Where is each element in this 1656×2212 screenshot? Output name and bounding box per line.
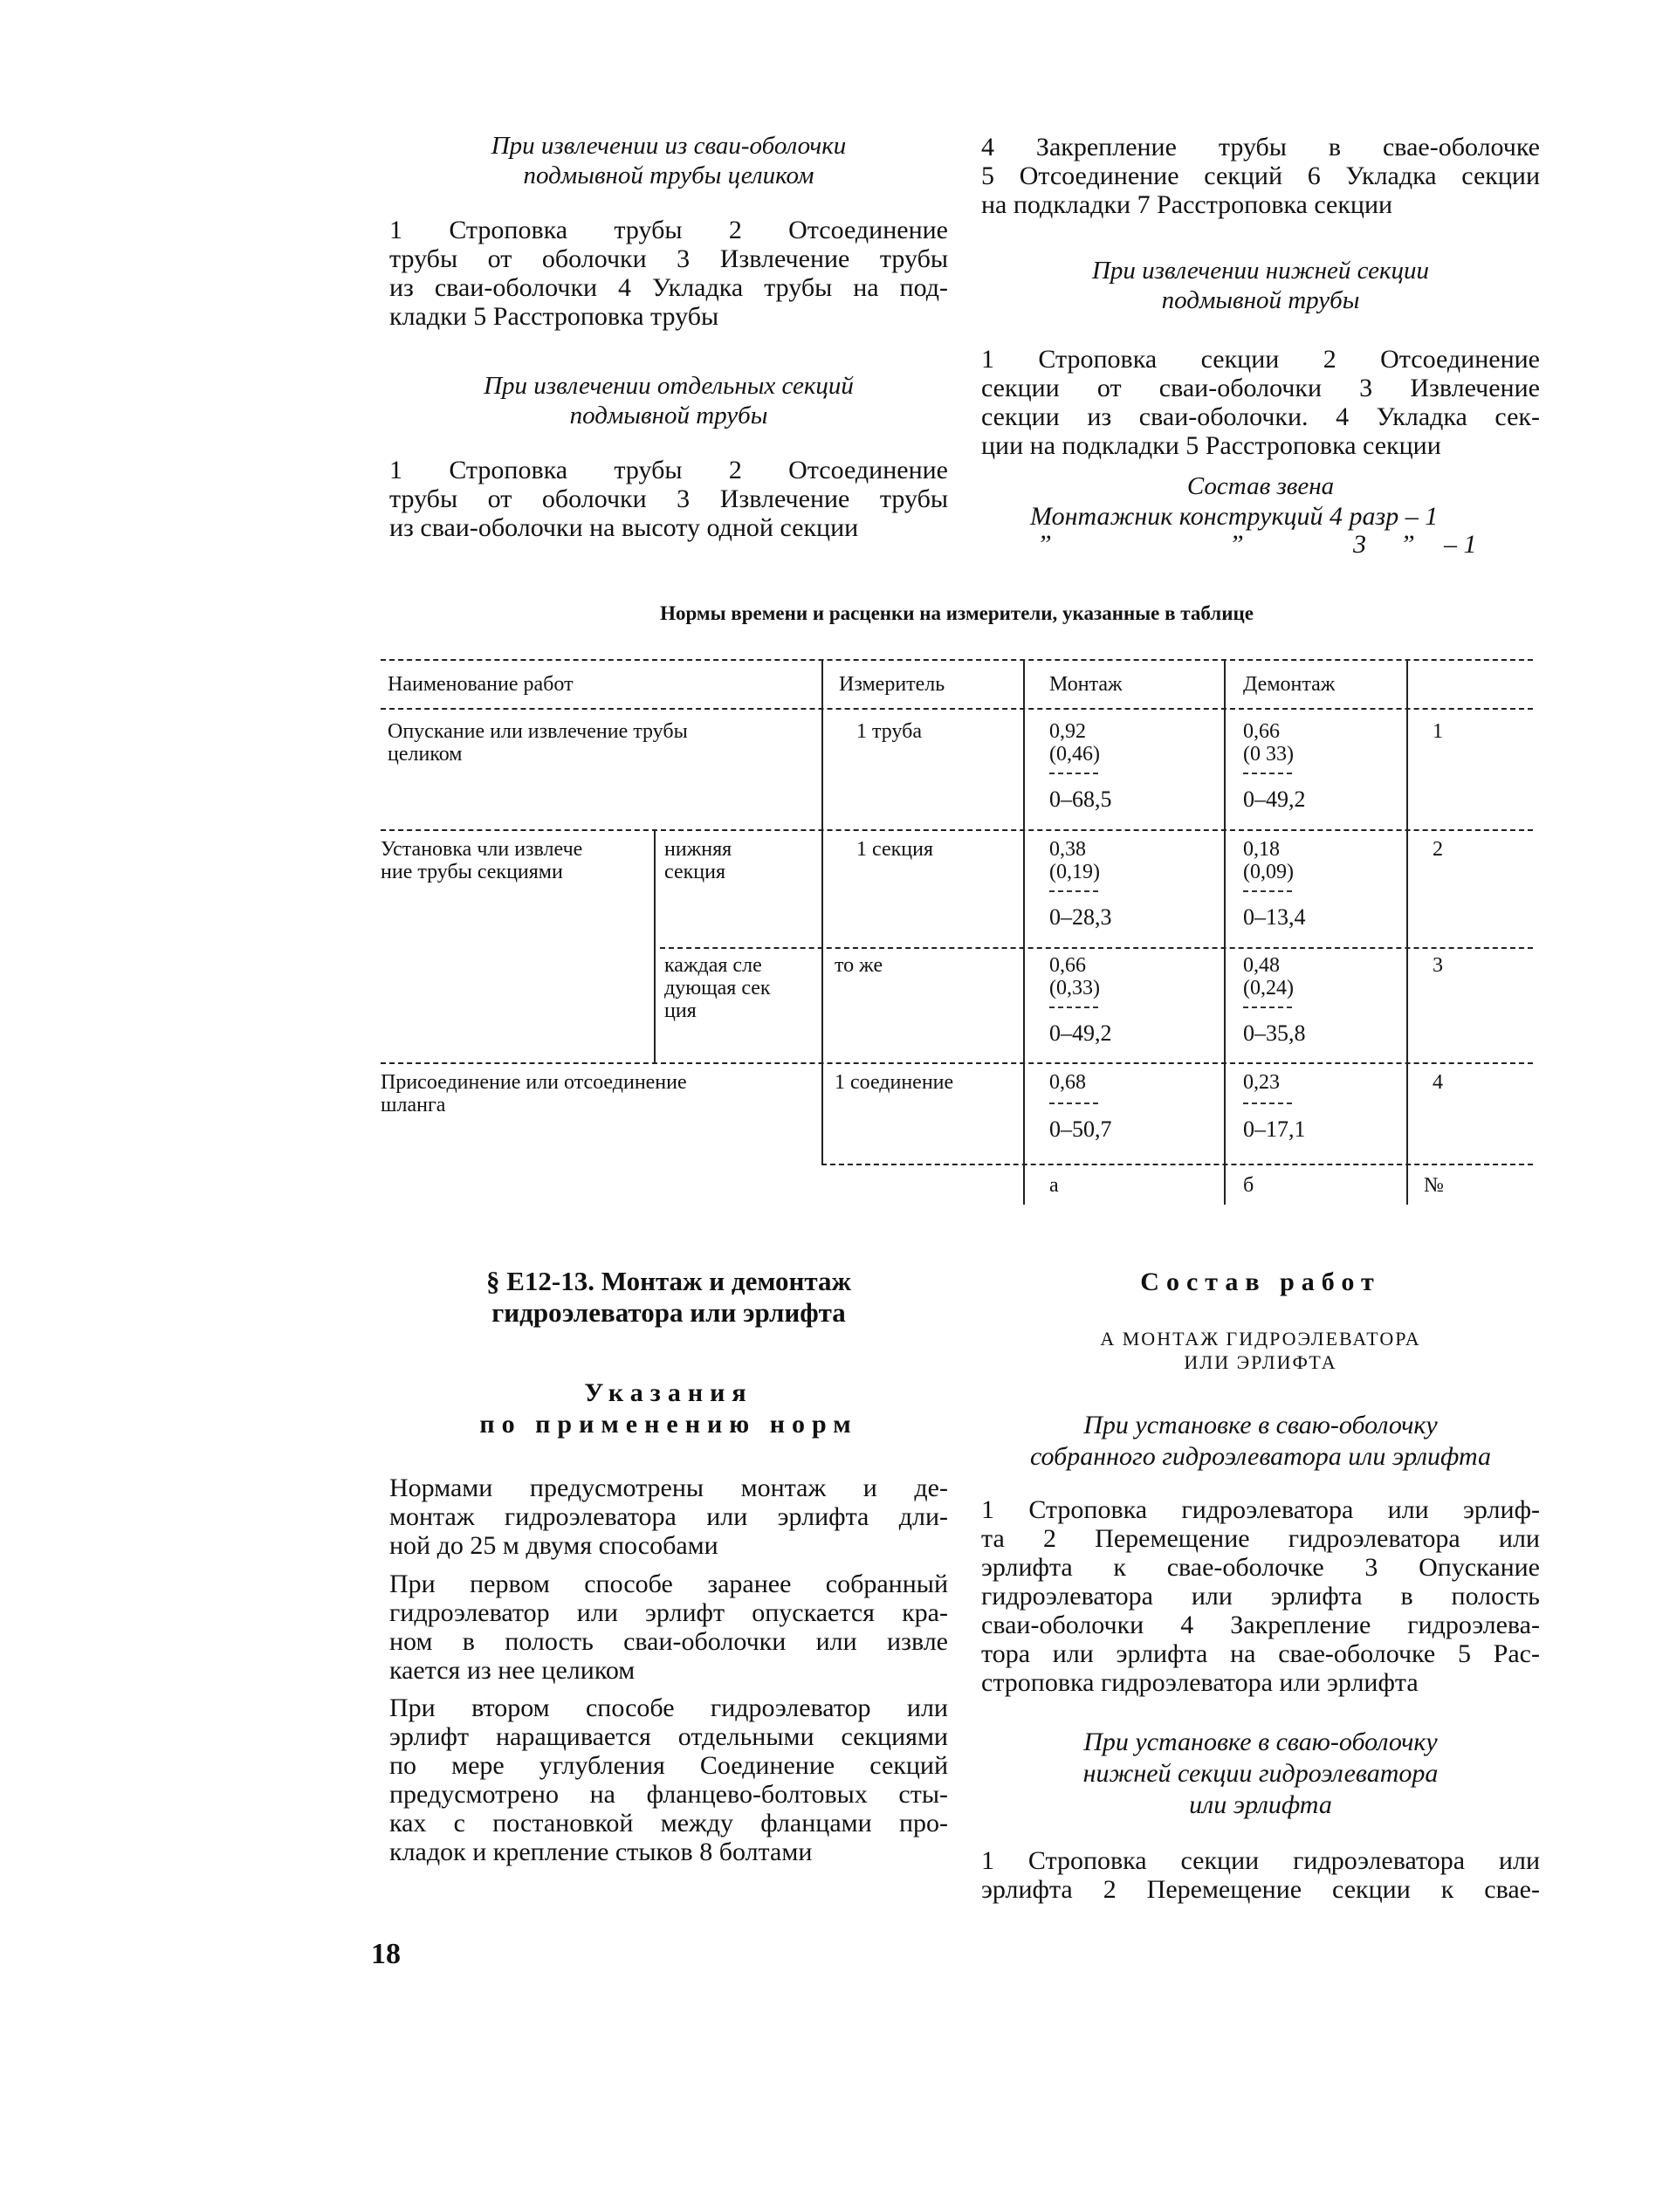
table-rule [381, 659, 1533, 661]
fraction-rule [1049, 773, 1098, 774]
left-heading-2 [389, 371, 948, 430]
heading-line: нижней секции гидроэлеватора [1082, 1759, 1439, 1788]
row1-unit: 1 труба [856, 720, 923, 743]
crew-line-2 [1030, 530, 1501, 560]
row4-name [381, 1071, 687, 1116]
crew-grade: 3 [1353, 530, 1366, 559]
text-line: строповка гидроэлеватора или эрлифта [981, 1668, 1419, 1697]
text-line: секции от сваи-оболочки 3 Извлечение [981, 374, 1540, 402]
ditto-mark: ” [1037, 530, 1052, 559]
fraction-rule [1243, 1103, 1292, 1104]
heading-line: подмывной трубы [1161, 286, 1360, 314]
cell-line: ние трубы секциями [381, 861, 563, 883]
row2-name [381, 838, 582, 883]
right-paragraph-0 [981, 133, 1540, 219]
guide-heading [389, 1377, 948, 1440]
row2-mount-rate: 0–28,3 [1049, 904, 1112, 930]
fraction-rule [1243, 773, 1292, 774]
table-divider [1406, 659, 1408, 1205]
right-heading-1 [981, 256, 1540, 315]
work-heading-1 [981, 1410, 1540, 1473]
ditto-mark: ” [1229, 530, 1244, 559]
text-line: ках с постановкой между фланцами про- [389, 1809, 948, 1838]
header-name: Наименование работ [388, 673, 574, 696]
text-line: кладки 5 Расстроповка трубы [389, 302, 719, 331]
table-rule [381, 829, 1533, 831]
footer-no: № [1424, 1174, 1444, 1197]
table-rule [381, 1062, 1533, 1064]
row2-sub [664, 838, 732, 883]
cell-line: нижняя [664, 838, 732, 861]
text-line: ном в полость сваи-оболочки или извле [389, 1627, 948, 1656]
crew-line-1: Монтажник конструкций 4 разр – 1 [1030, 502, 1439, 531]
heading-line: При установке в сваю-оболочку [1083, 1411, 1438, 1439]
text-line: 1 Строповка секции 2 Отсоединение [981, 345, 1540, 374]
row4-unit: 1 соединение [835, 1071, 954, 1094]
row4-dis-time: 0,23 [1243, 1071, 1280, 1094]
table-divider [1023, 659, 1025, 1205]
text-line: 5 Отсоединение секций 6 Укладка секции [981, 161, 1540, 190]
left-heading-1 [389, 131, 948, 190]
section-paragraph-1 [389, 1474, 948, 1560]
text-line: из сваи-оболочки 4 Укладка трубы на под- [389, 273, 948, 302]
table-rule [381, 708, 1533, 710]
row2-mount-time: 0,38 [1049, 838, 1086, 861]
table-divider [821, 659, 823, 1164]
fraction-rule [1049, 890, 1098, 892]
header-dismount: Демонтаж [1243, 673, 1336, 696]
row2-dis-paren: (0,09) [1243, 861, 1294, 883]
heading-line: При извлечении нижней секции [1091, 257, 1430, 285]
row2-dis-time: 0,18 [1243, 838, 1280, 861]
text-line: предусмотрено на фланцево-болтовых сты- [389, 1780, 948, 1809]
text-line: сваи-оболочки 4 Закрепление гидроэлева- [981, 1611, 1540, 1639]
text-line: кается из нее целиком [389, 1656, 636, 1685]
cell-line: Установка чли извлече [381, 838, 583, 861]
page-number: 18 [371, 1938, 401, 1970]
text-line: та 2 Перемещение гидроэлеватора или [981, 1524, 1540, 1553]
text-line: трубы от оболочки 3 Извлечение трубы [389, 484, 948, 513]
row2-number: 2 [1433, 838, 1443, 861]
row4-number: 4 [1433, 1071, 1443, 1094]
text-line: ции на подкладки 5 Расстроповка секции [981, 431, 1441, 460]
row1-mount-time: 0,92 [1049, 720, 1086, 743]
row1-number: 1 [1433, 720, 1443, 743]
heading-line: При установке в сваю-оболочку [1083, 1728, 1438, 1756]
ditto-mark: ” [1400, 530, 1415, 559]
text-line: При втором способе гидроэлеватор или [389, 1693, 948, 1722]
text-line: 1 Строповка трубы 2 Отсоединение [389, 456, 948, 484]
text-line: эрлифта 2 Перемещение секции к свае- [981, 1875, 1540, 1904]
footer-a: а [1049, 1174, 1059, 1197]
row1-mount-paren: (0,46) [1049, 743, 1100, 766]
text-line: Нормами предусмотрены монтаж и де- [389, 1474, 948, 1502]
fraction-rule [1243, 1006, 1292, 1008]
row3-dis-rate: 0–35,8 [1243, 1020, 1306, 1046]
crew-title: Состав звена [1186, 472, 1335, 500]
row1-dis-paren: (0 33) [1243, 743, 1294, 766]
row4-dis-rate: 0–17,1 [1243, 1116, 1306, 1142]
title-line: гидроэлеватора или эрлифта [491, 1297, 846, 1328]
table-caption: Нормы времени и расценки на измерители, указанные в таблице [660, 602, 1254, 624]
work-heading-2 [981, 1727, 1540, 1821]
heading-line: подмывной трубы целиком [523, 161, 814, 189]
row1-dis-time: 0,66 [1243, 720, 1280, 743]
heading-line: собранного гидроэлеватора или эрлифта [1029, 1442, 1491, 1471]
text-line: эрлифта к свае-оболочке 3 Опускание [981, 1553, 1540, 1582]
fraction-rule [1243, 890, 1292, 892]
row2-mount-paren: (0,19) [1049, 861, 1100, 883]
text-line: 1 Строповка секции гидроэлеватора или [981, 1846, 1540, 1875]
row3-dis-time: 0,48 [1243, 954, 1280, 977]
text-line: При первом способе заранее собранный [389, 1570, 948, 1598]
text-line: трубы от оболочки 3 Извлечение трубы [389, 244, 948, 273]
row3-dis-paren: (0,24) [1243, 977, 1294, 1000]
cell-line: целиком [388, 743, 463, 766]
row2-dis-rate: 0–13,4 [1243, 904, 1306, 930]
section-paragraph-3 [389, 1693, 948, 1866]
left-paragraph-1 [389, 216, 948, 331]
text-line: секции из сваи-оболочки. 4 Укладка сек- [981, 402, 1540, 431]
row2-unit: 1 секция [856, 838, 933, 861]
cell-line: дующая сек [664, 977, 771, 1000]
guide-line: Указания [584, 1378, 753, 1407]
row4-mount-time: 0,68 [1049, 1071, 1086, 1094]
heading-line: подмывной трубы [569, 402, 768, 429]
table-rule [821, 1164, 1533, 1165]
fraction-rule [1049, 1103, 1098, 1104]
work-title: Состав работ [1140, 1267, 1381, 1296]
row3-mount-paren: (0,33) [1049, 977, 1100, 1000]
cell-line: Опускание или извлечение трубы [388, 720, 688, 743]
work-subtitle [981, 1327, 1540, 1374]
fraction-rule [1049, 1006, 1098, 1008]
table-divider [1224, 659, 1226, 1205]
subtitle-line: А МОНТАЖ ГИДРОЭЛЕВАТОРА [1100, 1328, 1421, 1350]
work-paragraph-1 [981, 1495, 1540, 1697]
cell-line: Присоединение или отсоединение [381, 1071, 687, 1094]
norms-table [381, 659, 1533, 1205]
row3-mount-rate: 0–49,2 [1049, 1020, 1112, 1046]
cell-line: ция [664, 1000, 697, 1022]
header-mount: Монтаж [1049, 673, 1123, 696]
text-line: по мере углубления Соединение секций [389, 1751, 948, 1780]
right-paragraph-1 [981, 345, 1540, 460]
text-line: монтаж гидроэлеватора или эрлифта дли- [389, 1502, 948, 1531]
text-line: эрлифт наращивается отдельными секциями [389, 1722, 948, 1751]
row1-dis-rate: 0–49,2 [1243, 787, 1306, 812]
text-line: кладок и крепление стыков 8 болтами [389, 1838, 813, 1866]
cell-line: шланга [381, 1094, 446, 1116]
text-line: ной до 25 м двумя способами [389, 1531, 718, 1560]
text-line: тора или эрлифта на свае-оболочке 5 Рас- [981, 1639, 1540, 1668]
row1-mount-rate: 0–68,5 [1049, 787, 1112, 812]
text-line: из сваи-оболочки на высоту одной секции [389, 513, 859, 542]
cell-line: каждая сле [664, 954, 762, 977]
title-line: § Е12-13. Монтаж и демонтаж [485, 1266, 851, 1296]
row4-mount-rate: 0–50,7 [1049, 1116, 1112, 1142]
heading-line: При извлечении из сваи-оболочки [491, 132, 847, 160]
table-divider [654, 829, 656, 1062]
row1-name [388, 720, 688, 766]
left-paragraph-2 [389, 456, 948, 542]
heading-line: или эрлифта [1189, 1790, 1332, 1819]
crew-count: – 1 [1444, 530, 1477, 559]
text-line: 1 Строповка гидроэлеватора или эрлиф- [981, 1495, 1540, 1524]
guide-line: по применению норм [479, 1410, 858, 1439]
text-line: на подкладки 7 Расстроповка секции [981, 190, 1393, 219]
subtitle-line: ИЛИ ЭРЛИФТА [1184, 1351, 1337, 1373]
header-unit: Измеритель [839, 673, 945, 696]
section-title [389, 1266, 948, 1329]
row3-number: 3 [1433, 954, 1443, 977]
cell-line: секция [664, 861, 725, 883]
row3-unit: то же [835, 954, 883, 977]
text-line: гидроэлеватор или эрлифт опускается кра- [389, 1598, 948, 1627]
heading-line: При извлечении отдельных секций [484, 372, 854, 400]
text-line: 4 Закрепление трубы в свае-оболочке [981, 133, 1540, 161]
row3-sub [664, 954, 771, 1022]
work-paragraph-2 [981, 1846, 1540, 1904]
section-paragraph-2 [389, 1570, 948, 1685]
text-line: гидроэлеватора или эрлифта в полость [981, 1582, 1540, 1611]
table-rule [660, 947, 1533, 949]
row3-mount-time: 0,66 [1049, 954, 1086, 977]
text-line: 1 Строповка трубы 2 Отсоединение [389, 216, 948, 244]
footer-b: б [1243, 1174, 1254, 1197]
